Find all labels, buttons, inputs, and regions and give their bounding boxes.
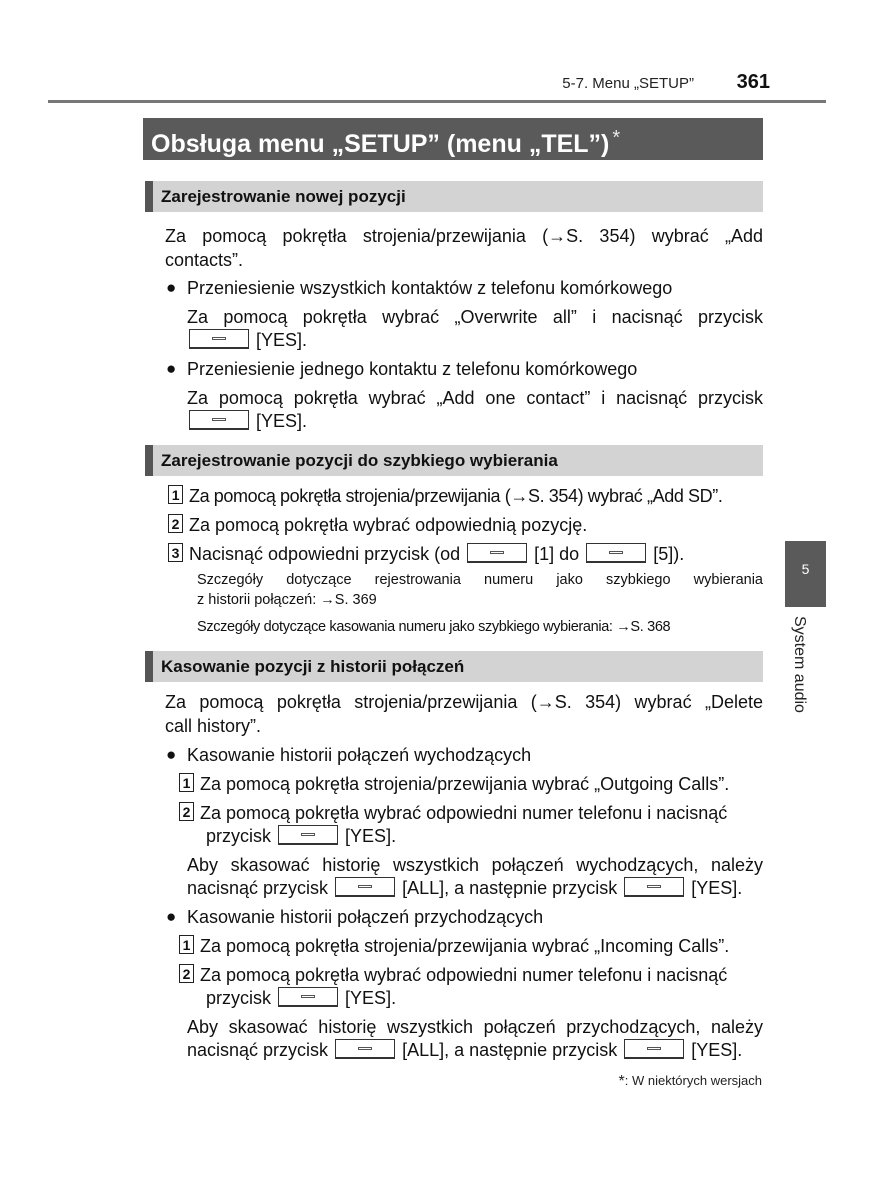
step-text: [1] do <box>534 544 580 564</box>
bullet-icon: ● <box>166 745 177 764</box>
yes-label: [YES]. <box>256 411 308 431</box>
note-text: [ALL], a następnie przycisk <box>402 1040 618 1060</box>
bullet-icon: ● <box>166 359 177 378</box>
yes-button-icon <box>278 987 338 1007</box>
all-button-icon <box>335 1039 395 1059</box>
outgoing-bullet: Kasowanie historii połączeń wychodzących <box>187 745 532 765</box>
header-divider <box>48 100 826 103</box>
step-text: przycisk <box>206 988 272 1008</box>
section1-bullet1-text: Za pomocą pokrętła wybrać „Overwrite all” i nacisnąć przycisk <box>187 307 763 327</box>
section1-bullet2: Przeniesienie jednego kontaktu z telefonu komórkowego <box>187 359 638 379</box>
yes-label: [YES]. <box>345 826 397 846</box>
preset-button-icon <box>586 543 646 563</box>
preset-button-icon <box>467 543 527 563</box>
step-text: Nacisnąć odpowiedni przycisk (od <box>189 544 461 564</box>
section-heading-new-entry: Zarejestrowanie nowej pozycji <box>145 181 763 212</box>
yes-button-icon <box>189 329 249 349</box>
step-text: Za pomocą pokrętła wybrać odpowiedni numer telefonu i nacisnąć <box>200 803 728 823</box>
chapter-tab-label: System audio <box>791 616 808 713</box>
outgoing-step-1 <box>179 772 729 796</box>
section1-bullet2-text: Za pomocą pokrętła wybrać „Add one contact” i nacisnąć przycisk <box>187 388 763 408</box>
step-text: Za pomocą pokrętła strojenia/przewijania wybrać „Incoming Calls”. <box>200 936 730 956</box>
section1-intro-line2: contacts”. <box>165 250 244 270</box>
bullet-icon: ● <box>166 278 177 297</box>
footnote-text: : W niektórych wersjach <box>624 1073 762 1088</box>
incoming-note-line2 <box>187 1038 742 1062</box>
yes-label: [YES]. <box>256 330 308 350</box>
chapter-tab: 5 <box>785 541 826 607</box>
yes-label: [YES]. <box>345 988 397 1008</box>
page-title-text: Obsługa menu „SETUP” (menu „TEL”) <box>151 130 610 158</box>
section3-intro-line1: Za pomocą pokrętła strojenia/przewijania (→S. 354) wybrać „Delete <box>165 692 763 712</box>
step-number-1: 1 <box>179 935 194 954</box>
incoming-step-1 <box>179 934 729 958</box>
outgoing-note-line2 <box>187 876 742 900</box>
step-text: Za pomocą pokrętła strojenia/przewijania wybrać „Outgoing Calls”. <box>200 774 730 794</box>
title-asterisk: * <box>612 127 621 149</box>
section1-bullet2-action <box>187 409 307 433</box>
section1-bullet1: Przeniesienie wszystkich kontaktów z telefonu komórkowego <box>187 278 673 298</box>
incoming-step-2 <box>179 963 727 987</box>
note-register-from-history: Szczegóły dotyczące rejestrowania numeru jako szybkiego wybierania <box>197 572 763 588</box>
outgoing-step-2 <box>179 801 727 825</box>
step-number-2: 2 <box>179 964 194 983</box>
section-heading-speed-dial: Zarejestrowanie pozycji do szybkiego wybierania <box>145 445 763 476</box>
page-number: 361 <box>736 71 770 93</box>
note-delete-speed-dial: Szczegóły dotyczące kasowania numeru jako szybkiego wybierania: →S. 368 <box>197 619 671 635</box>
all-button-icon <box>335 877 395 897</box>
section1-bullet1-action <box>187 328 307 352</box>
yes-button-icon <box>189 410 249 430</box>
note-text: [ALL], a następnie przycisk <box>402 878 618 898</box>
footnote <box>619 1073 763 1091</box>
outgoing-step-2-cont <box>206 824 396 848</box>
step-text: przycisk <box>206 826 272 846</box>
section3-intro-line2: call history”. <box>165 716 262 736</box>
yes-button-icon <box>624 1039 684 1059</box>
step-text: Za pomocą pokrętła wybrać odpowiedni numer telefonu i nacisnąć <box>200 965 728 985</box>
page-title <box>143 118 763 160</box>
step-text: [5]). <box>653 544 685 564</box>
incoming-bullet: Kasowanie historii połączeń przychodzących <box>187 907 544 927</box>
step-number-2: 2 <box>168 514 183 533</box>
step-text: Za pomocą pokrętła wybrać odpowiednią pozycję. <box>189 515 588 535</box>
step-number-2: 2 <box>179 802 194 821</box>
section-heading-delete-history: Kasowanie pozycji z historii połączeń <box>145 651 763 682</box>
step-1 <box>168 484 722 508</box>
step-3 <box>168 542 684 566</box>
incoming-note-line1: Aby skasować historię wszystkich połączeń przychodzących, należy <box>187 1017 763 1037</box>
incoming-step-2-cont <box>206 986 396 1010</box>
step-2 <box>168 513 587 537</box>
chapter-header: 5-7. Menu „SETUP” <box>562 75 694 92</box>
note-register-from-history-ref: z historii połączeń: →S. 369 <box>197 592 377 608</box>
yes-button-icon <box>624 877 684 897</box>
bullet-icon: ● <box>166 907 177 926</box>
step-number-1: 1 <box>168 485 183 504</box>
outgoing-note-line1: Aby skasować historię wszystkich połączeń wychodzących, należy <box>187 855 763 875</box>
note-text: nacisnąć przycisk <box>187 1040 329 1060</box>
note-text: nacisnąć przycisk <box>187 878 329 898</box>
section1-intro-line1: Za pomocą pokrętła strojenia/przewijania (→S. 354) wybrać „Add <box>165 226 763 246</box>
yes-button-icon <box>278 825 338 845</box>
yes-label: [YES]. <box>691 1040 743 1060</box>
step-number-1: 1 <box>179 773 194 792</box>
yes-label: [YES]. <box>691 878 743 898</box>
footnote-asterisk: * <box>618 1073 625 1090</box>
step-text: Za pomocą pokrętła strojenia/przewijania (→S. 354) wybrać „Add SD”. <box>189 486 723 506</box>
step-number-3: 3 <box>168 543 183 562</box>
